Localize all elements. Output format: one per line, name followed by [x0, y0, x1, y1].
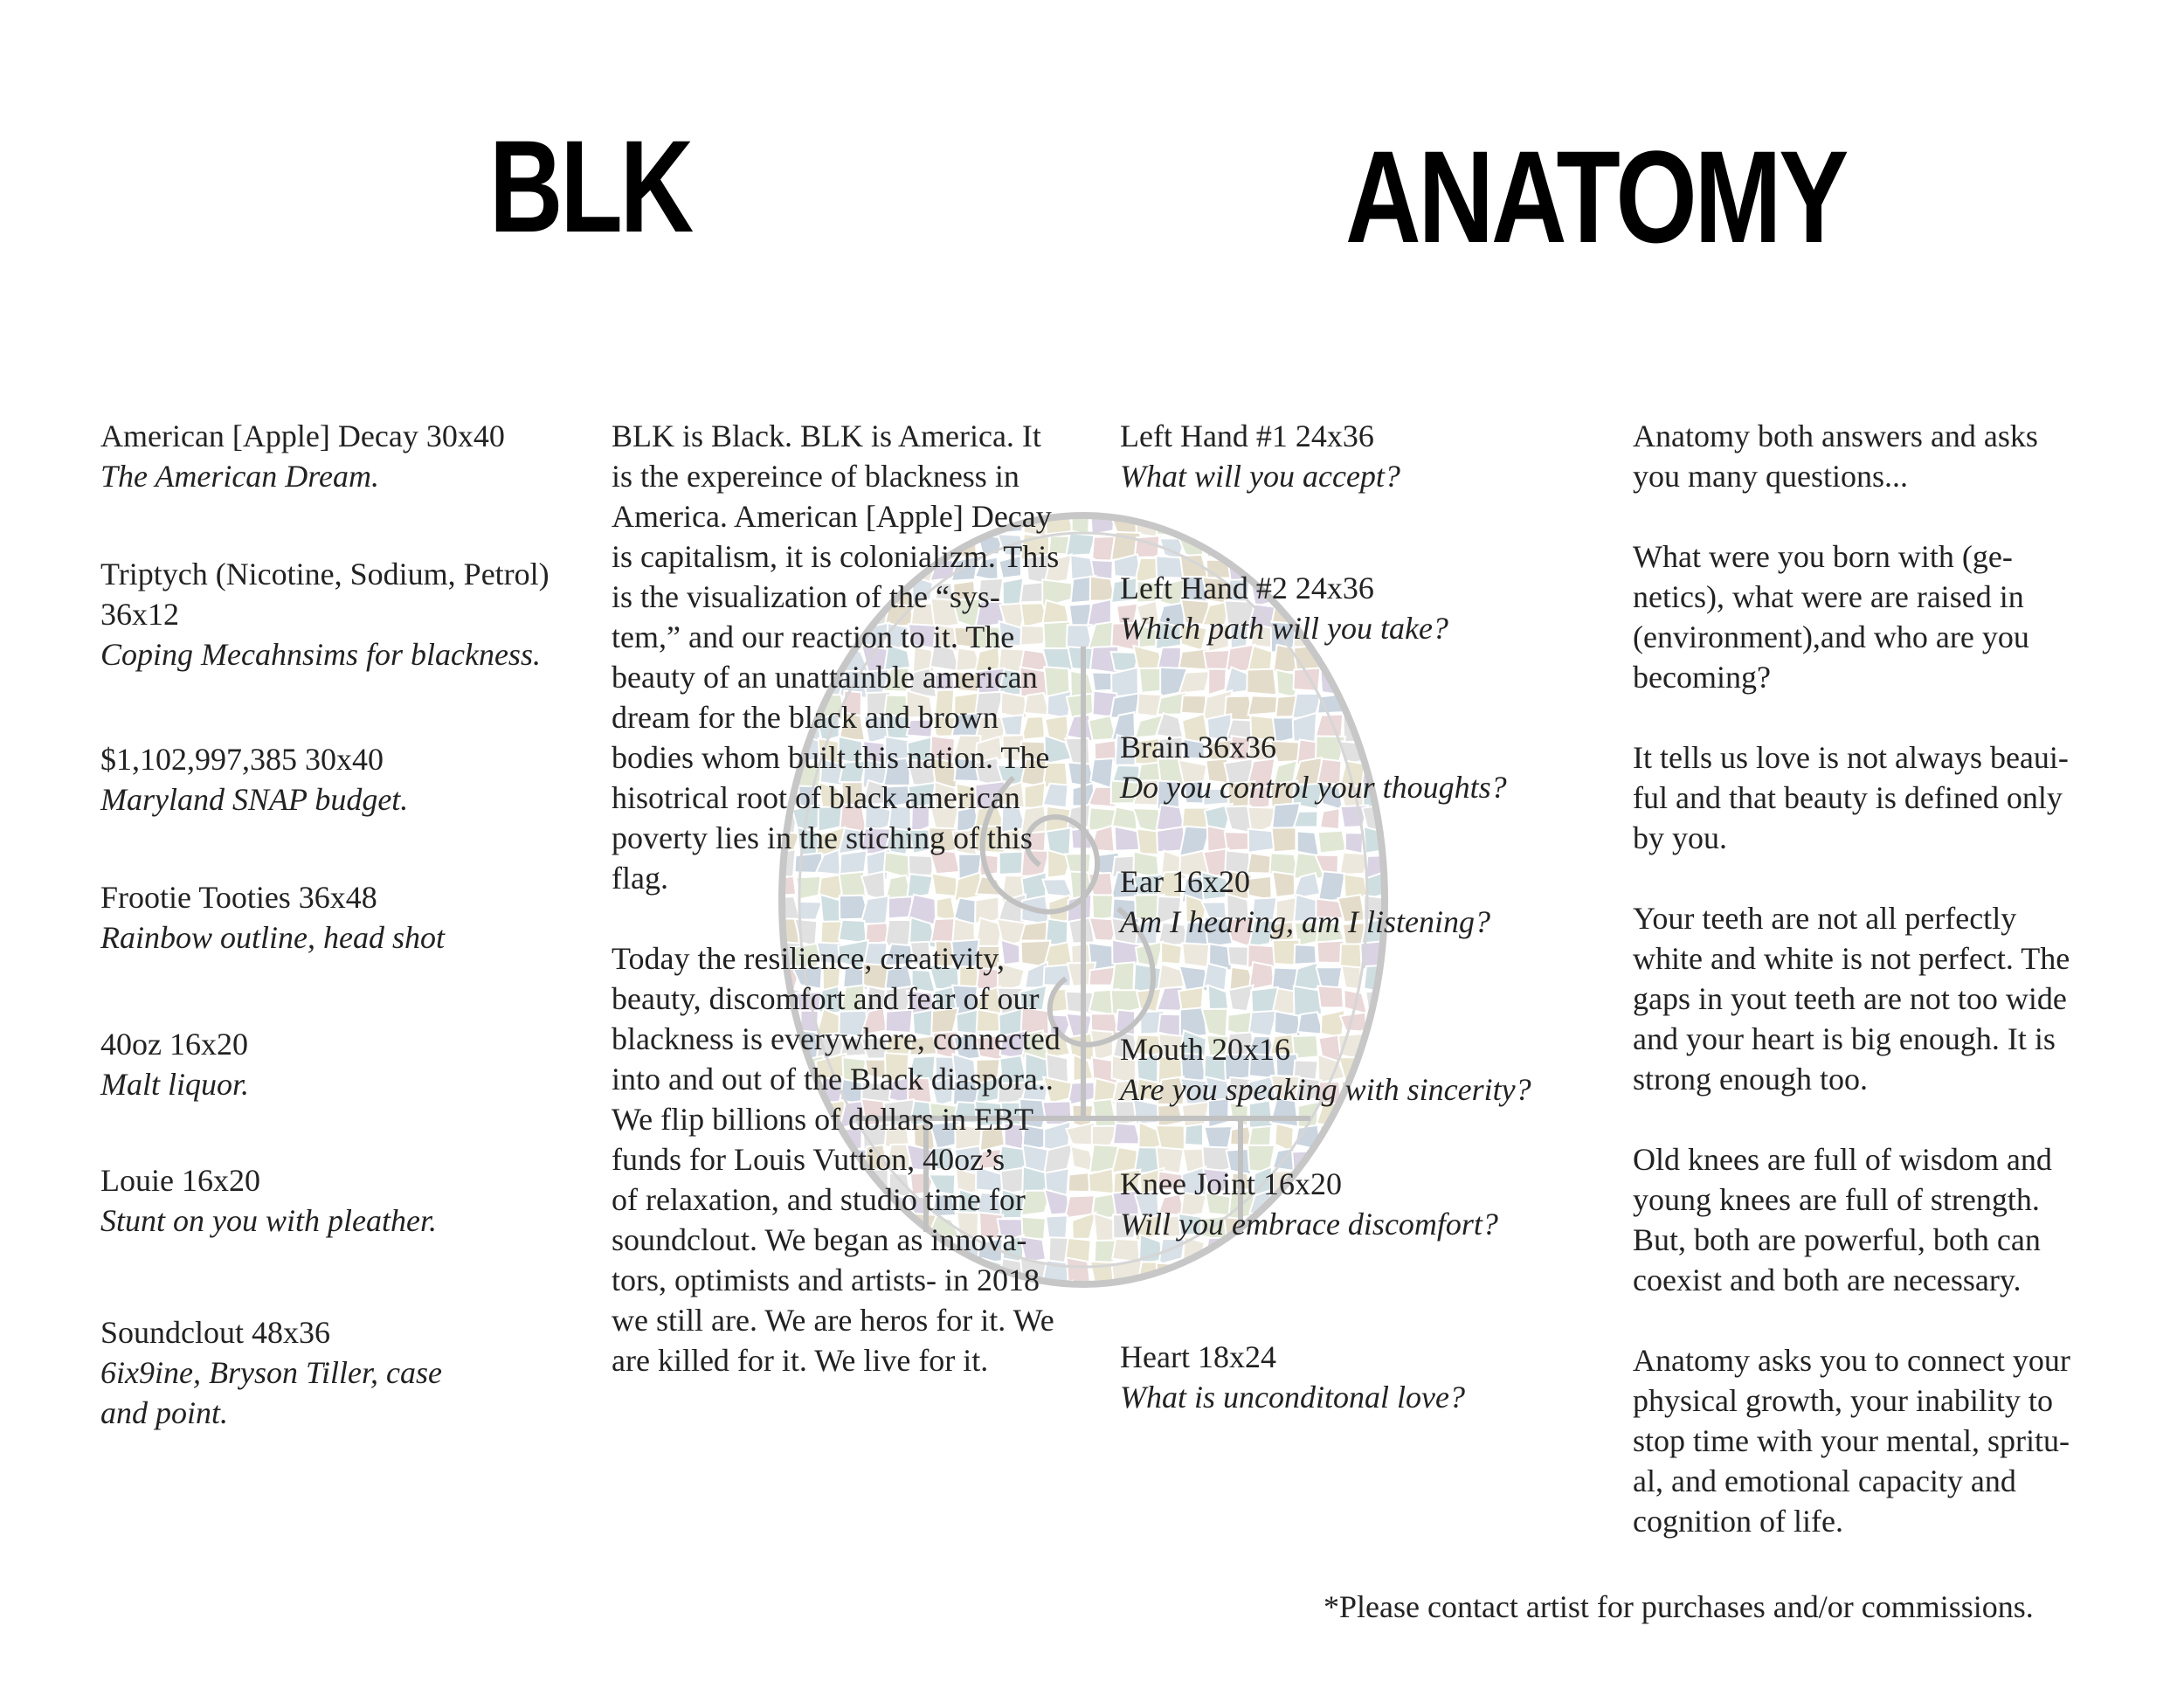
work-item: [100, 877, 590, 958]
mosaic-tile: [1110, 1304, 1138, 1328]
work-description: Am I hearing, am I listening?: [1120, 904, 1490, 939]
text-line: flag.: [612, 861, 668, 896]
text-line: What were you born with (ge-: [1633, 539, 2013, 574]
mosaic-tile: [1363, 530, 1389, 559]
mosaic-tile: [1159, 1280, 1181, 1309]
mosaic-tile: [1386, 1259, 1409, 1285]
text-line: beauty, discomfort and fear of our: [612, 981, 1040, 1016]
text-line: by you.: [1633, 820, 1727, 855]
mosaic-tile: [1297, 831, 1319, 855]
text-line: Old knees are full of wisdom and: [1633, 1142, 2052, 1177]
work-item: [100, 1160, 590, 1241]
mosaic-tile: [1406, 804, 1415, 831]
mosaic-tile: [1275, 1259, 1294, 1283]
text-line: coexist and both are necessary.: [1633, 1263, 2022, 1297]
text-line: becoming?: [1633, 660, 1771, 695]
mosaic-tile: [1407, 694, 1415, 718]
work-description: Rainbow outline, head shot: [100, 920, 445, 955]
text-line: (environment),and who are you: [1633, 619, 2029, 654]
mosaic-tile: [1387, 513, 1414, 534]
work-description-cont: and point.: [100, 1395, 229, 1430]
mosaic-tile: [1247, 669, 1276, 695]
mosaic-tile: [1228, 986, 1253, 1012]
text-line: into and out of the Black diaspora..: [612, 1062, 1054, 1097]
text-line: is capitalism, it is colonializm. This: [612, 539, 1060, 574]
mosaic-tile: [1385, 807, 1409, 834]
work-title: Knee Joint 16x20: [1120, 1166, 1342, 1201]
mosaic-tile: [1271, 1281, 1298, 1305]
mosaic-tile: [1385, 1281, 1407, 1309]
mosaic-tile: [1407, 1283, 1415, 1304]
anatomy-paragraph: [1633, 1340, 2122, 1541]
text-line: BLK is Black. BLK is America. It: [612, 419, 1041, 453]
mosaic-tile: [1248, 508, 1275, 535]
work-item: [100, 416, 590, 496]
mosaic-tile: [1412, 940, 1415, 966]
mosaic-tile: [1362, 1127, 1390, 1150]
mosaic-tile: [1317, 1261, 1346, 1286]
text-line: America. American [Apple] Decay: [612, 499, 1052, 534]
work-title: Heart 18x24: [1120, 1339, 1276, 1374]
mosaic-tile: [1406, 1127, 1415, 1152]
mosaic-tile: [1408, 826, 1415, 857]
text-line: hisotrical root of black american: [612, 780, 1020, 815]
mosaic-tile: [1339, 1303, 1366, 1328]
mosaic-tile: [1406, 963, 1415, 993]
title-anatomy: ANATOMY: [1345, 123, 1847, 270]
text-line: netics), what were are raised in: [1633, 579, 2024, 614]
mosaic-tile: [1363, 1281, 1390, 1304]
mosaic-tile: [1185, 1280, 1209, 1308]
mosaic-tile: [1384, 833, 1413, 856]
anatomy-text: [1633, 416, 2122, 1581]
work-description: Do you control your thoughts?: [1120, 770, 1507, 805]
mosaic-tile: [1362, 1262, 1389, 1285]
mosaic-tile: [1315, 532, 1345, 562]
mosaic-tile: [1208, 669, 1226, 695]
work-item: [1120, 568, 1609, 648]
text-line: We flip billions of dollars in EBT: [612, 1102, 1034, 1137]
mosaic-tile: [1203, 1284, 1232, 1310]
mosaic-tile: [1249, 1305, 1275, 1328]
mosaic-tile: [1111, 962, 1134, 993]
work-description: Maryland SNAP budget.: [100, 782, 409, 817]
text-line: funds for Louis Vuttion, 40oz’s: [612, 1142, 1006, 1177]
text-line: stop time with your mental, spritu-: [1633, 1423, 2070, 1458]
work-item: [100, 1024, 590, 1104]
mosaic-tile: [1341, 1124, 1365, 1150]
mosaic-tile: [1180, 1304, 1207, 1328]
work-title: Ear 16x20: [1120, 864, 1250, 899]
mosaic-tile: [1320, 808, 1340, 829]
mosaic-tile: [1344, 508, 1368, 539]
mosaic-tile: [1383, 645, 1409, 672]
mosaic-tile: [1185, 1124, 1203, 1145]
mosaic-tile: [1247, 532, 1273, 559]
mosaic-tile: [1360, 645, 1391, 673]
intro-paragraph-1: [612, 416, 1101, 898]
text-line: tors, optimists and artists- in 2018: [612, 1263, 1040, 1297]
mosaic-tile: [1272, 827, 1296, 852]
mosaic-tile: [1182, 943, 1209, 967]
mosaic-tile: [1386, 1121, 1411, 1149]
work-title: Mouth 20x16: [1120, 1032, 1291, 1067]
mosaic-tile: [1339, 531, 1365, 561]
text-line: cognition of life.: [1633, 1504, 1843, 1539]
mosaic-tile: [1159, 1305, 1186, 1328]
mosaic-tile: [1342, 645, 1366, 675]
mosaic-tile: [1337, 1282, 1365, 1305]
work-item: [1120, 861, 1609, 942]
mosaic-tile: [1113, 1124, 1140, 1145]
text-line: Anatomy both answers and asks: [1633, 419, 2038, 453]
mosaic-tile: [1275, 514, 1298, 538]
mosaic-tile: [1344, 1263, 1365, 1286]
mosaic-tile: [1345, 833, 1363, 854]
work-item: [100, 1312, 590, 1433]
mosaic-tile: [1364, 668, 1389, 693]
mosaic-tile: [1293, 533, 1323, 560]
work-title: American [Apple] Decay 30x40: [100, 419, 505, 453]
mosaic-tile: [1406, 509, 1415, 532]
text-line: gaps in yout teeth are not too wide: [1633, 981, 2067, 1016]
text-line: poverty lies in the stiching of this: [612, 820, 1033, 855]
text-line: you many questions...: [1633, 459, 1908, 494]
text-line: soundclout. We began as innova-: [612, 1222, 1027, 1257]
work-item: [1120, 1164, 1609, 1244]
text-line: is the expereince of blackness in: [612, 459, 1019, 494]
text-line: white and white is not perfect. The: [1633, 941, 2070, 976]
work-description: What is unconditonal love?: [1120, 1380, 1465, 1415]
text-line: ful and that beauty is defined only: [1633, 780, 2063, 815]
work-item: [100, 554, 590, 675]
work-title: Frootie Tooties 36x48: [100, 880, 377, 915]
work-description: Which path will you take?: [1120, 611, 1448, 646]
work-description: 6ix9ine, Bryson Tiller, case: [100, 1355, 442, 1390]
mosaic-tile: [1179, 508, 1210, 536]
work-description: Are you speaking with sincerity?: [1120, 1072, 1531, 1107]
anatomy-paragraph: [1633, 737, 2122, 858]
work-title: $1,102,997,385 30x40: [100, 742, 384, 777]
work-item: [100, 739, 590, 820]
mosaic-tile: [1410, 646, 1415, 672]
work-item: [1120, 1337, 1609, 1417]
mosaic-tile: [1248, 695, 1277, 715]
mosaic-tile: [1226, 1304, 1251, 1328]
work-size: 36x12: [100, 597, 179, 632]
mosaic-tile: [1248, 829, 1275, 853]
mosaic-tile: [1275, 535, 1301, 559]
text-line: bodies whom built this nation. The: [612, 740, 1050, 775]
mosaic-tile: [1293, 1304, 1320, 1328]
mosaic-tile: [1361, 692, 1390, 718]
mosaic-tile: [1406, 987, 1415, 1012]
text-line: is the visualization of the “sys-: [612, 579, 1000, 614]
mosaic-tile: [1201, 1305, 1232, 1328]
work-title: Brain 36x36: [1120, 730, 1276, 764]
intro-paragraph-2: [612, 938, 1101, 1380]
mosaic-tile: [1384, 694, 1410, 718]
mosaic-tile: [1317, 514, 1341, 534]
work-description: Stunt on you with pleather.: [100, 1203, 437, 1238]
work-title: Soundclout 48x36: [100, 1315, 331, 1350]
anatomy-paragraph: [1633, 898, 2122, 1099]
mosaic-tile: [1317, 986, 1343, 1007]
text-line: are killed for it. We live for it.: [612, 1343, 989, 1378]
mosaic-tile: [1406, 667, 1415, 697]
mosaic-tile: [1339, 669, 1368, 695]
work-title: Left Hand #2 24x36: [1120, 571, 1374, 605]
mosaic-tile: [1385, 986, 1412, 1013]
mosaic-tile: [1409, 534, 1415, 561]
mosaic-tile: [1384, 535, 1414, 561]
text-line: al, and emotional capacity and: [1633, 1463, 2016, 1498]
text-line: dream for the black and brown: [612, 700, 999, 735]
mosaic-tile: [1202, 511, 1231, 531]
text-line: blackness is everywhere, connected: [612, 1021, 1061, 1056]
work-description: What will you accept?: [1120, 459, 1400, 494]
mosaic-tile: [1315, 1308, 1344, 1328]
work-title: 40oz 16x20: [100, 1027, 248, 1062]
text-line: we still are. We are heros for it. We: [612, 1303, 1054, 1338]
mosaic-tile: [1317, 1283, 1344, 1305]
mosaic-tile: [1295, 1260, 1320, 1286]
mosaic-tile: [1385, 962, 1413, 990]
text-line: Anatomy asks you to connect your: [1633, 1343, 2070, 1378]
text-line: But, both are powerful, both can: [1633, 1222, 2041, 1257]
mosaic-tile: [1293, 510, 1320, 538]
mosaic-tile: [1252, 1265, 1274, 1286]
mosaic-tile: [1201, 1260, 1230, 1287]
mosaic-tile: [1294, 944, 1316, 965]
mosaic-tile: [1366, 513, 1390, 538]
text-line: It tells us love is not always beaui-: [1633, 740, 2069, 775]
text-line: strong enough too.: [1633, 1062, 1868, 1097]
mosaic-tile: [1250, 1287, 1277, 1308]
mosaic-tile: [1363, 1308, 1384, 1328]
work-item: [1120, 727, 1609, 807]
work-title: Left Hand #1 24x36: [1120, 419, 1374, 453]
text-line: Your teeth are not all perfectly: [1633, 901, 2017, 936]
work-title: Triptych (Nicotine, Sodium, Petrol): [100, 557, 549, 591]
text-line: and your heart is big enough. It is: [1633, 1021, 2056, 1056]
mosaic-tile: [1385, 668, 1412, 689]
mosaic-tile: [1318, 831, 1346, 854]
anatomy-paragraph: [1633, 416, 2122, 496]
work-title: Louie 16x20: [100, 1163, 260, 1198]
mosaic-tile: [1137, 1283, 1163, 1310]
mosaic-tile: [1227, 532, 1252, 558]
anatomy-paragraph: [1633, 536, 2122, 697]
mosaic-tile: [1161, 942, 1182, 964]
mosaic-tile: [1225, 806, 1251, 833]
title-blk: BLK: [489, 113, 692, 259]
mosaic-tile: [1385, 1309, 1412, 1327]
mosaic-tile: [1181, 695, 1206, 714]
text-line: tem,” and our reaction to it. The: [612, 619, 1015, 654]
text-line: Today the resilience, creativity,: [612, 941, 1005, 976]
mosaic-tile: [1271, 1307, 1297, 1328]
anatomy-paragraph: [1633, 1139, 2122, 1300]
text-line: physical growth, your inability to: [1633, 1383, 2053, 1418]
work-description: Coping Mecahnsims for blackness.: [100, 637, 541, 672]
work-description: The American Dream.: [100, 459, 379, 494]
text-line: young knees are full of strength.: [1633, 1182, 2040, 1217]
purchase-footnote: *Please contact artist for purchases and/or commissions.: [1324, 1589, 2034, 1624]
mosaic-tile: [1409, 1258, 1415, 1286]
mosaic-tile: [1224, 1285, 1252, 1310]
work-item: [1120, 1029, 1609, 1110]
work-item: [1120, 416, 1609, 496]
mosaic-tile: [1410, 1308, 1415, 1328]
text-line: beauty of an unattainble american: [612, 660, 1038, 695]
work-description: Will you embrace discomfort?: [1120, 1207, 1498, 1242]
mosaic-tile: [1385, 942, 1406, 971]
mosaic-tile: [1225, 1259, 1253, 1289]
mosaic-tile: [1293, 1281, 1322, 1307]
work-description: Malt liquor.: [100, 1067, 250, 1102]
text-line: of relaxation, and studio time for: [612, 1182, 1026, 1217]
intro-text: [612, 416, 1101, 1421]
mosaic-tile: [1232, 508, 1248, 533]
mosaic-tile: [1294, 811, 1317, 827]
mosaic-tile: [1134, 1305, 1159, 1328]
